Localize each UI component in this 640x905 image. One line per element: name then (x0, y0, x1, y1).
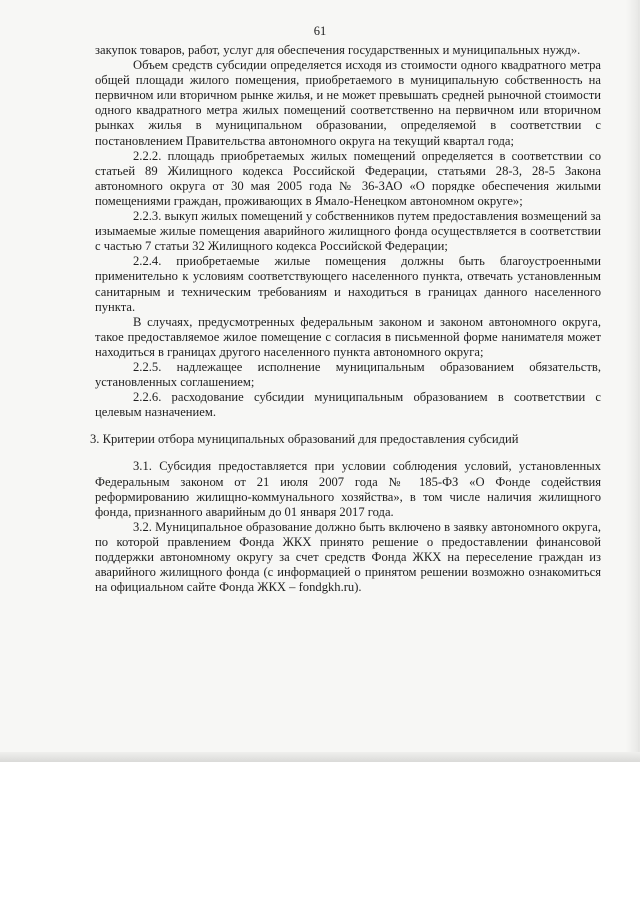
paragraph-3-2: 3.2. Муниципальное образование должно быть включено в заявку автономного округа, по которой правлением Фонда ЖКХ принято решение о предоставлении финансовой поддержки автономному округу за счет средств Фонда ЖКХ на переселение граждан из аварийного жилищного фонда (с информацией о принятом решении возможно ознакомиться на официальном сайте Фонда ЖКХ – fondgkh.ru). (95, 519, 601, 595)
paragraph-2-2-2: 2.2.2. площадь приобретаемых жилых помещений определяется в соответствии со статьей 89 Жилищного кодекса Российской Федерации, статьями 28-3, 28-5 Закона автономного округа от 30 мая 2005 года № 36-ЗАО «О порядке обеспечения жилыми помещениями граждан, проживающих в Ямало-Ненецком автономном округе»; (95, 148, 601, 208)
document-body (90, 43, 601, 595)
page-number: 61 (313, 24, 327, 38)
section-heading: 3. Критерии отбора муниципальных образований для предоставления субсидий (90, 432, 519, 447)
page-edge-shadow (626, 0, 640, 762)
page-bottom-edge (0, 752, 640, 762)
paragraph-3-1: 3.1. Субсидия предоставляется при условии соблюдения условий, установленных Федеральным законом от 21 июля 2007 года № 185-ФЗ «О Фонде содействия реформированию жилищно-коммунального хозяйства», в том числе наличия жилищного фонда, признанного аварийным до 01 января 2017 года. (95, 459, 601, 519)
paragraph-other-settlement: В случаях, предусмотренных федеральным законом и законом автономного округа, такое предоставляемое жилое помещение с согласия в письменной форме нанимателя может находиться в границах другого населенного пункта автономного округа; (95, 314, 601, 359)
paragraph-2-2-4: 2.2.4. приобретаемые жилые помещения должны быть благоустроенными применительно к условиям соответствующего населенного пункта, отвечать установленным санитарным и техническим требованиям и находиться в границах данного населенного пункта. (95, 254, 601, 314)
paragraph-subsidy-volume: Объем средств субсидии определяется исходя из стоимости одного квадратного метра общей площади жилого помещения, приобретаемого в муниципальную собственность на первичном или вторичном рынке жилья, и не может превышать средней рыночной стоимости одного квадратного метра жилых помещений соответственно на первичном или вторичном рынках жилья в муниципальном образовании, определяемой в соответствии с постановлением Правительства автономного округа на текущий квартал года; (95, 58, 601, 148)
paragraph-2-2-6: 2.2.6. расходование субсидии муниципальным образованием в соответствии с целевым назначением. (95, 390, 601, 420)
paragraph-2-2-3: 2.2.3. выкуп жилых помещений у собственников путем предоставления возмещений за изымаемые жилые помещения аварийного жилищного фонда осуществляется в соответствии с частью 7 статьи 32 Жилищного кодекса Российской Федерации; (95, 209, 601, 254)
paragraph-continuation: закупок товаров, работ, услуг для обеспечения государственных и муниципальных нужд». (95, 43, 581, 57)
paragraph-2-2-5: 2.2.5. надлежащее исполнение муниципальным образованием обязательств, установленных соглашением; (95, 359, 601, 390)
